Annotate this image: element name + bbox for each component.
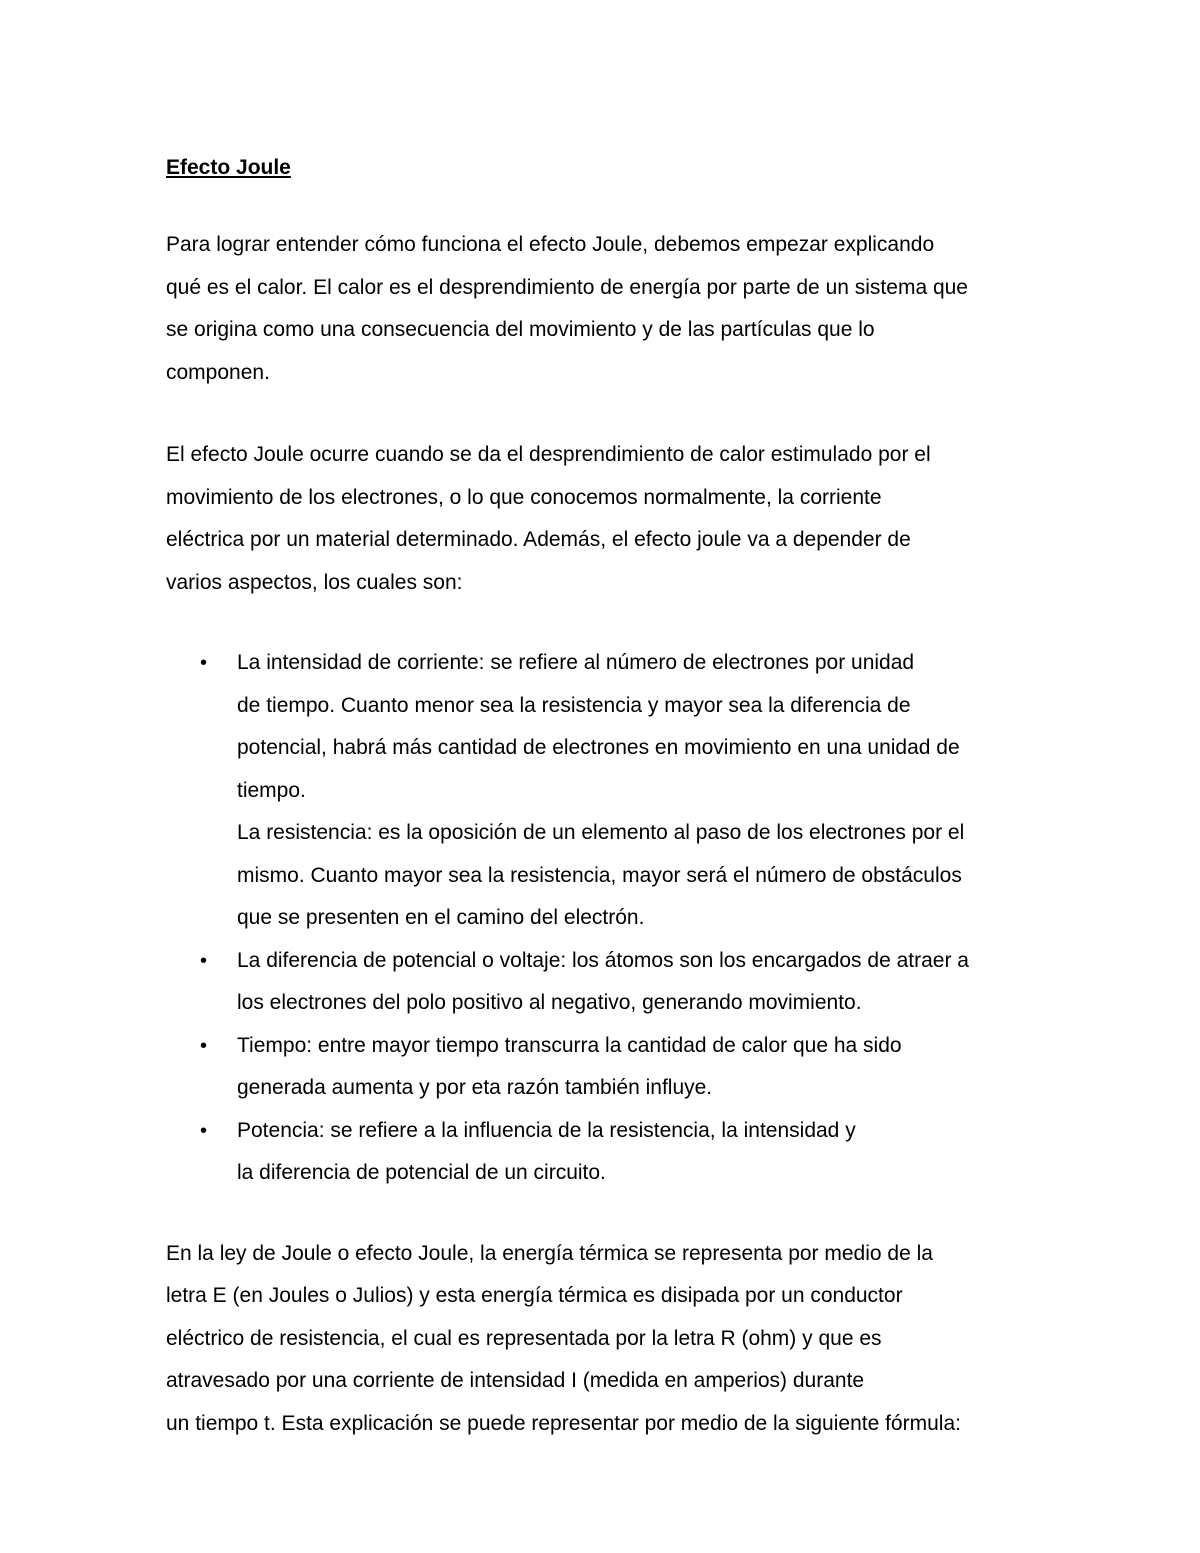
list-item-diferencia-potencial bbox=[166, 940, 1046, 1025]
paragraph-definition bbox=[166, 434, 1046, 604]
bullet-icon: • bbox=[200, 949, 208, 972]
text-line: la diferencia de potencial de un circuito. bbox=[237, 1161, 606, 1184]
list-item-tiempo bbox=[166, 1025, 1046, 1110]
text-line: potencial, habrá más cantidad de electrones en movimiento en una unidad de bbox=[237, 736, 960, 759]
text-line: se origina como una consecuencia del movimiento y de las partículas que lo bbox=[166, 318, 875, 341]
bullet-icon: • bbox=[200, 652, 208, 674]
list-item-intensidad bbox=[166, 642, 1046, 940]
text-line: que se presenten en el camino del electrón. bbox=[237, 906, 645, 929]
text-line: La intensidad de corriente: se refiere al número de electrones por unidad bbox=[237, 651, 915, 674]
aspects-list bbox=[166, 642, 1046, 1195]
text-line: Tiempo: entre mayor tiempo transcurra la cantidad de calor que ha sido bbox=[237, 1033, 902, 1057]
text-line: tiempo. bbox=[237, 778, 306, 802]
text-line: mismo. Cuanto mayor sea la resistencia, mayor será el número de obstáculos bbox=[237, 863, 962, 887]
text-line: varios aspectos, los cuales son: bbox=[166, 570, 463, 594]
text-line: eléctrico de resistencia, el cual es representada por la letra R (ohm) y que es bbox=[166, 1326, 882, 1350]
list-item-potencia bbox=[166, 1110, 1046, 1195]
text-line: eléctrica por un material determinado. Además, el efecto joule va a depender de bbox=[166, 528, 911, 551]
text-line: El efecto Joule ocurre cuando se da el desprendimiento de calor estimulado por el bbox=[166, 443, 931, 466]
text-line: componen. bbox=[166, 360, 270, 384]
document-body bbox=[166, 150, 1046, 1445]
text-line: qué es el calor. El calor es el desprendimiento de energía por parte de un sistema que bbox=[166, 275, 968, 299]
text-line: En la ley de Joule o efecto Joule, la energía térmica se representa por medio de la bbox=[166, 1241, 933, 1265]
text-line: de tiempo. Cuanto menor sea la resistencia y mayor sea la diferencia de bbox=[237, 693, 911, 717]
text-line: los electrones del polo positivo al negativo, generando movimiento. bbox=[237, 991, 862, 1014]
text-line: Para lograr entender cómo funciona el efecto Joule, debemos empezar explicando bbox=[166, 233, 935, 256]
bullet-icon: • bbox=[200, 1034, 208, 1057]
text-line: letra E (en Joules o Julios) y esta energía térmica es disipada por un conductor bbox=[166, 1284, 903, 1307]
text-line: generada aumenta y por eta razón también influye. bbox=[237, 1076, 713, 1099]
text-line: Potencia: se refiere a la influencia de la resistencia, la intensidad y bbox=[237, 1118, 856, 1142]
text-line: un tiempo t. Esta explicación se puede representar por medio de la siguiente fórmula: bbox=[166, 1411, 961, 1435]
document-title: Efecto Joule bbox=[166, 156, 291, 179]
text-line: atravesado por una corriente de intensidad I (medida en amperios) durante bbox=[166, 1369, 865, 1392]
paragraph-intro bbox=[166, 224, 1046, 394]
bullet-icon: • bbox=[200, 1119, 208, 1142]
text-line: La resistencia: es la oposición de un elemento al paso de los electrones por el bbox=[237, 821, 965, 844]
text-line: movimiento de los electrones, o lo que conocemos normalmente, la corriente bbox=[166, 485, 882, 509]
text-line: La diferencia de potencial o voltaje: los átomos son los encargados de atraer a bbox=[237, 948, 969, 972]
paragraph-ley-joule bbox=[166, 1233, 1046, 1446]
